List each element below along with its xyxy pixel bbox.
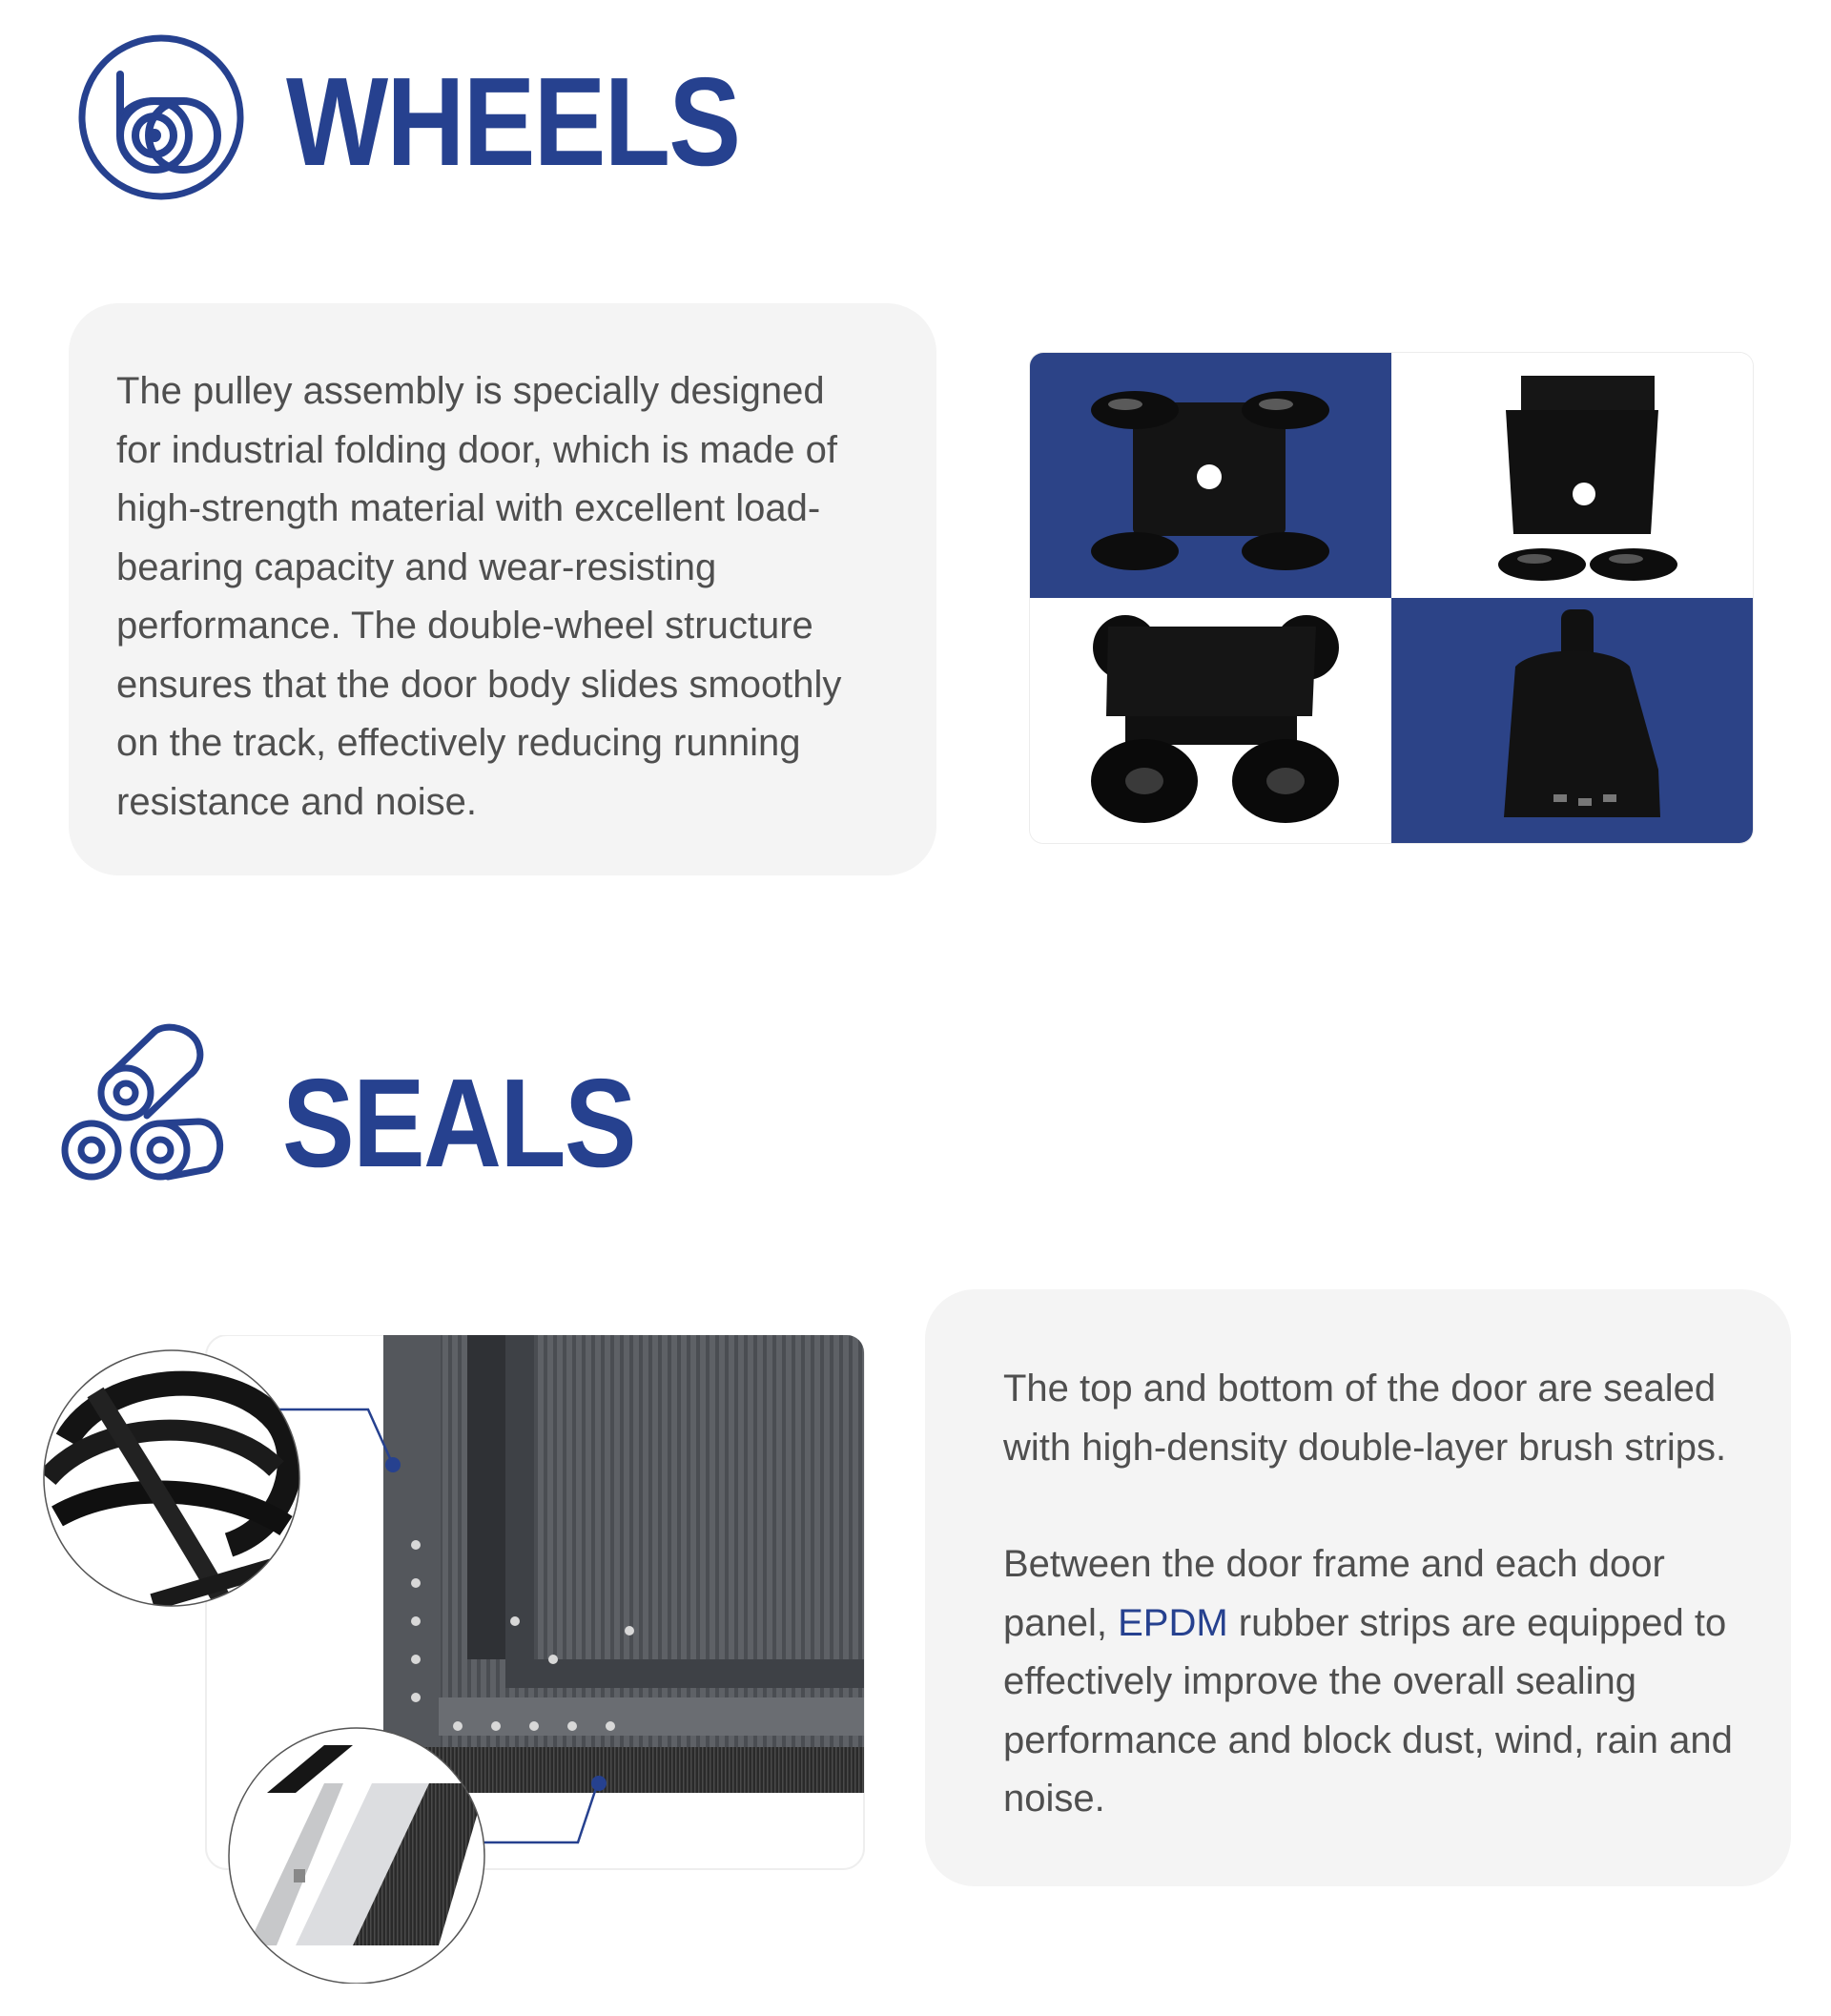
seals-paragraph-2-end: rubber strips are equipped to effectively improve the overall sealing performance and block dust, wind, rain and noise.	[1003, 1601, 1733, 1820]
pulley-image-2	[1391, 353, 1753, 598]
wheels-title: WHEELS	[286, 51, 740, 192]
wheels-description-card	[69, 303, 936, 875]
seals-title: SEALS	[282, 1053, 635, 1193]
seals-paragraph-1: The top and bottom of the door are sealed with high-density double-layer brush strips.	[1003, 1368, 1727, 1469]
seals-paragraph-2	[1003, 1535, 1753, 1829]
wheels-product-grid	[1030, 353, 1753, 843]
seals-paragraph-2-start: Between the door frame and each door panel,	[1003, 1543, 1665, 1644]
epdm-highlight: EPDM	[1118, 1601, 1228, 1644]
pulley-image-4	[1391, 598, 1753, 843]
pulley-image-1	[1030, 353, 1391, 598]
seals-icon	[55, 1015, 233, 1192]
seals-description-card	[925, 1289, 1791, 1886]
wheels-icon	[76, 32, 246, 202]
seals-illustration	[38, 1335, 877, 1984]
wheels-description: The pulley assembly is specially designed for industrial folding door, which is made of high-strength material with excellent load-bearing capacity and wear-resisting performance. The double-wheel structure ensures that the door body slides smoothly on the track, effectively reducing running resistance and noise.	[116, 370, 842, 823]
pulley-image-3	[1030, 598, 1391, 843]
